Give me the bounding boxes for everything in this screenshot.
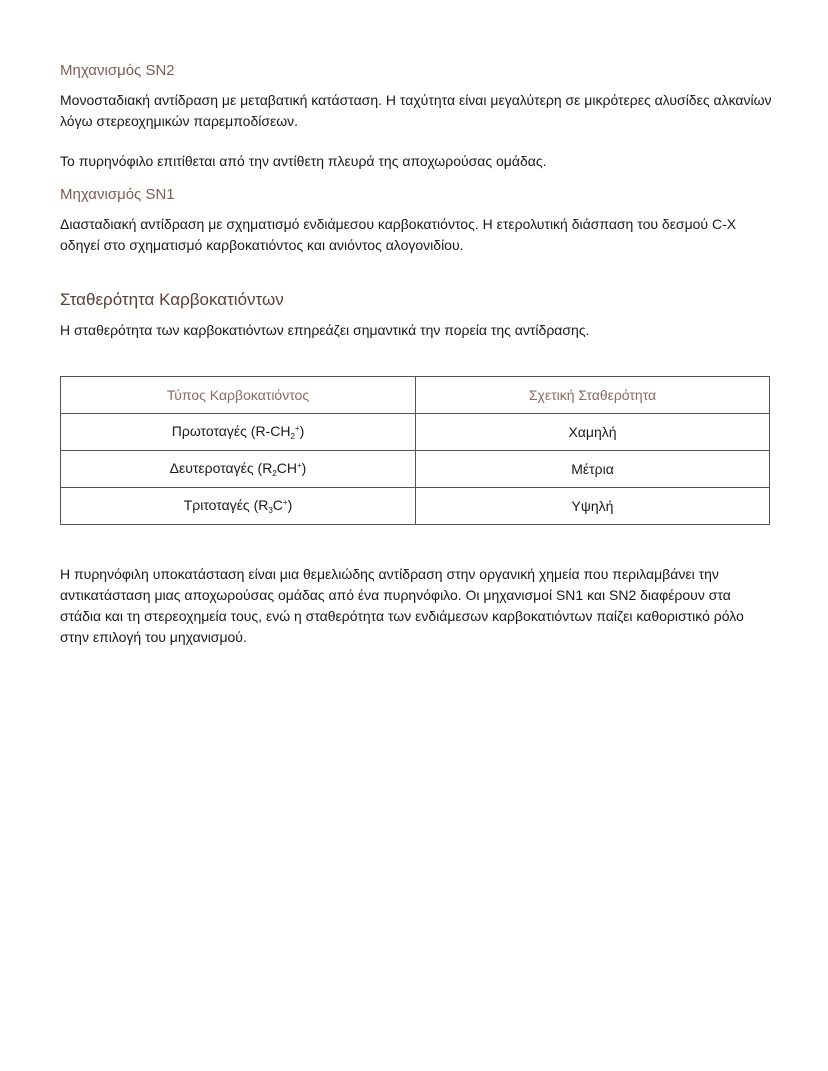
- table-row: [61, 414, 770, 451]
- carbocation-table: [60, 376, 770, 525]
- table-row: [61, 488, 770, 525]
- column-header-type: Τύπος Καρβοκατιόντος: [61, 377, 416, 414]
- sn1-paragraph: Διασταδιακή αντίδραση με σχηματισμό ενδιάμεσου καρβοκατιόντος. Η ετερολυτική διάσπαση του δεσμού C-X οδηγεί στο σχηματισμό καρβοκατιόντος και ανιόντος αλογονιδίου.: [60, 216, 737, 253]
- conclusion-paragraph: Η πυρηνόφιλη υποκατάσταση είναι μια θεμελιώδης αντίδραση στην οργανική χημεία που περιλαμβάνει την αντικατάσταση μιας αποχωρούσας ομάδας από ένα πυρηνόφιλο. Οι μηχανισμοί SN1 και SN2 διαφέρουν στα στάδια και τη στερεοχημεία τους, ενώ η σταθερότητα των ενδιάμεσων καρβοκατιόντων παίζει καθοριστικό ρόλο στην επιλογή του μηχανισμού.: [60, 566, 744, 645]
- sn1-heading: Μηχανισμός SN1: [60, 186, 175, 203]
- table-row: [61, 451, 770, 488]
- sn2-attack-paragraph: Το πυρηνόφιλο επιτίθεται από την αντίθετη πλευρά της αποχωρούσας ομάδας.: [60, 153, 547, 169]
- sn2-paragraph: Μονοσταδιακή αντίδραση με μεταβατική κατάσταση. Η ταχύτητα είναι μεγαλύτερη σε μικρότερες αλυσίδες αλκανίων λόγω στερεοχημικών παρεμποδίσεων.: [60, 92, 772, 129]
- relative-stability-cell: Χαμηλή: [416, 414, 770, 451]
- column-header-stability: Σχετική Σταθερότητα: [416, 377, 770, 414]
- relative-stability-cell: Μέτρια: [416, 451, 770, 488]
- carbocation-type-cell: Τριτοταγές $(R_3C^+)$: [61, 488, 416, 525]
- stability-intro: Η σταθερότητα των καρβοκατιόντων επηρεάζει σημαντικά την πορεία της αντίδρασης.: [60, 322, 590, 338]
- stability-heading: Σταθερότητα Καρβοκατιόντων: [60, 290, 284, 309]
- carbocation-type-cell: Δευτεροταγές $(R_2CH^+)$: [61, 451, 416, 488]
- relative-stability-cell: Υψηλή: [416, 488, 770, 525]
- table-header-row: [61, 377, 770, 414]
- sn2-heading: Μηχανισμός SN2: [60, 62, 175, 79]
- carbocation-type-cell: Πρωτοταγές $(R-CH_2^+)$: [61, 414, 416, 451]
